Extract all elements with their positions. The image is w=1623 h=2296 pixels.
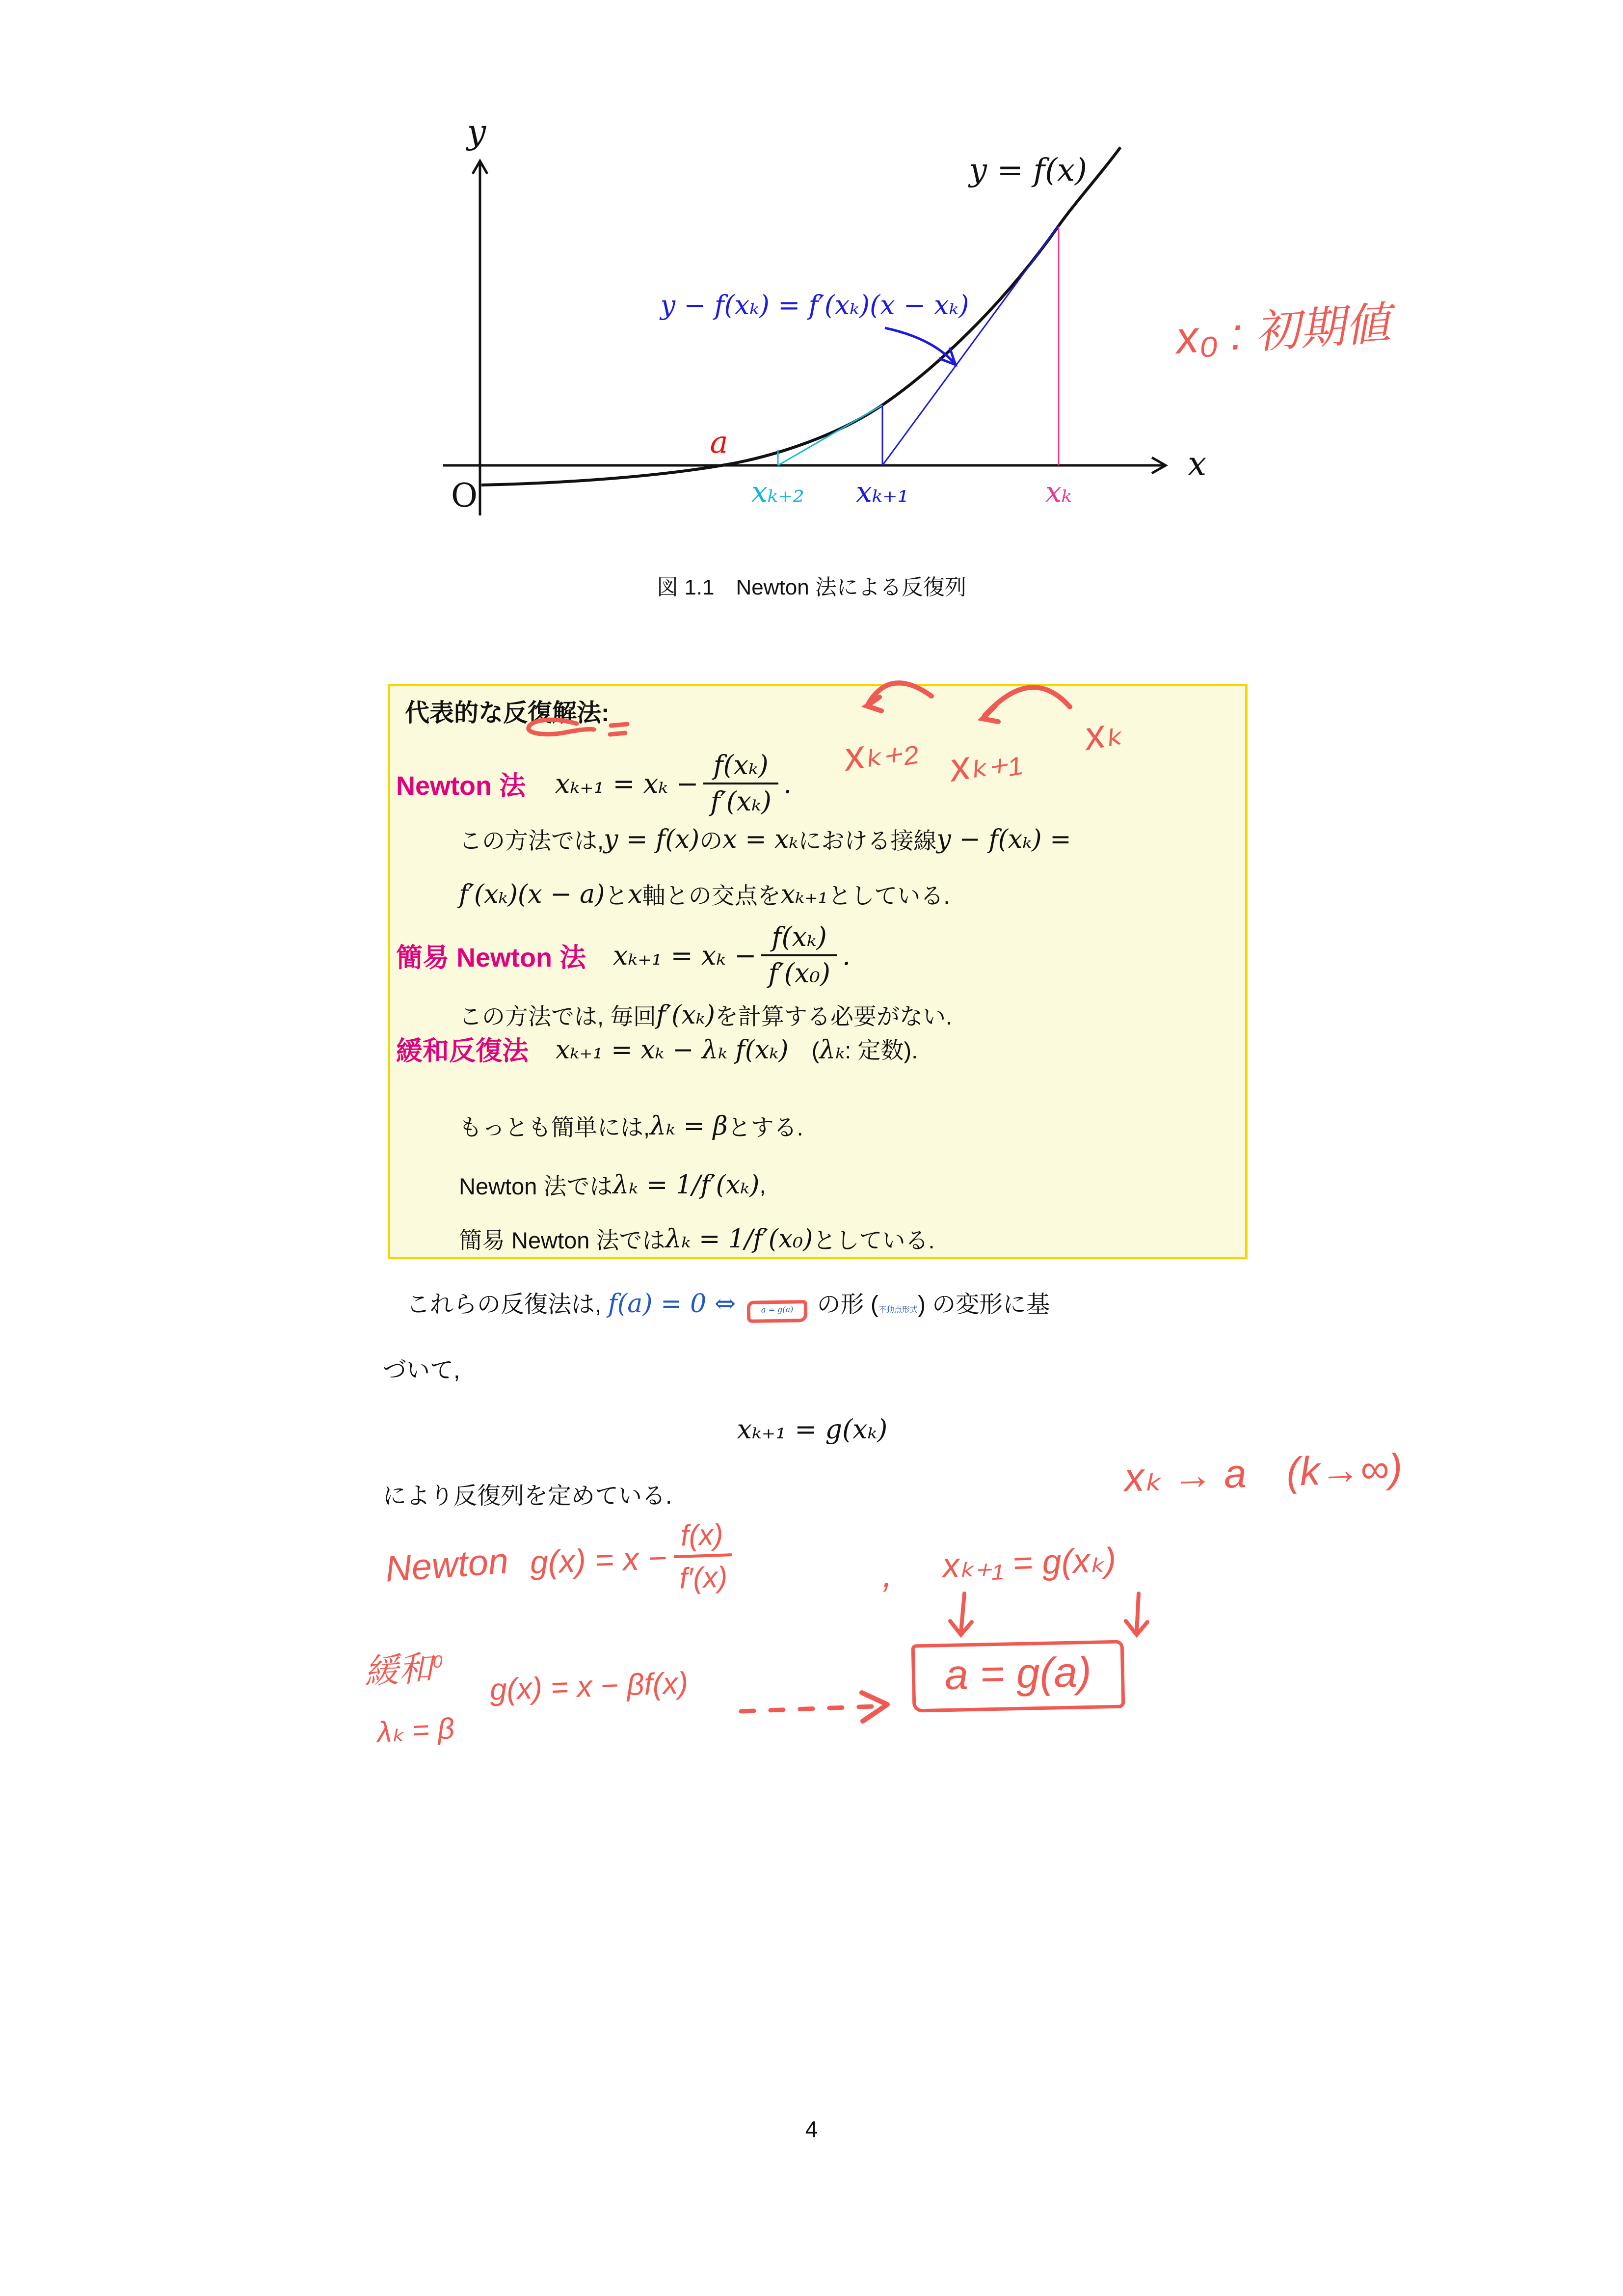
tangent-line-at-xk <box>882 226 1059 465</box>
newton-fraction-numerator: f(xₖ) <box>713 749 769 781</box>
fixed-point-term: 不動点形式 <box>878 1306 918 1314</box>
newton-iteration-figure <box>439 113 1210 545</box>
handwritten-limit-note: xₖ → a (k→∞) <box>1123 1446 1403 1500</box>
xk1-label: xₖ₊₁ <box>856 475 909 509</box>
paragraph-line2: づいて, <box>383 1357 460 1383</box>
page-number: 4 <box>805 2116 818 2142</box>
handwritten-relax-word: 緩和$^0$ <box>363 1648 443 1691</box>
relaxation-formula: xₖ₊₁ = xₖ − λₖ f(xₖ) (λₖ: 定数). <box>556 1035 918 1065</box>
paragraph-line1: これらの反復法は, f(a) = 0 ⇔ a = g(a) の形 (不動点形式) の変形に基 <box>383 1285 1247 1323</box>
handwritten-emphasis-marks <box>525 716 633 745</box>
root-label: a <box>710 424 728 460</box>
handwritten-initial-value-note: x₀ : 初期値 <box>1174 298 1392 364</box>
curved-arrow-xk-to-xk1-head <box>983 706 998 722</box>
simple-newton-numerator: f(xₖ) <box>772 921 827 952</box>
handwritten-xk2: xₖ₊₂ <box>840 722 921 780</box>
handwritten-dashed-arrow <box>736 1689 913 1728</box>
handwritten-lambda-beta: λₖ = β <box>376 1711 455 1749</box>
xk-label: xₖ <box>1045 475 1072 509</box>
curved-arrow-xk-to-xk1 <box>984 687 1070 716</box>
newton-formula-lhs: xₖ₊₁ = xₖ − <box>555 768 699 799</box>
y-axis-label: y <box>467 113 486 152</box>
simple-newton-explanation: この方法では, 毎回 f′(xₖ) を計算する必要がない. <box>459 1000 953 1030</box>
newton-explanation-line2: f′(xₖ)(x − a) と x 軸との交点を xₖ₊₁ としている. <box>459 879 950 909</box>
simple-newton-lhs: xₖ₊₁ = xₖ − <box>613 940 757 971</box>
curve-label: y = f(x) <box>969 152 1088 189</box>
handwritten-comma: , <box>882 1554 893 1595</box>
xk2-label: xₖ₊₂ <box>751 475 804 509</box>
relaxation-line1: もっとも簡単には, λₖ = β とする. <box>459 1111 803 1141</box>
handwritten-newton-g: g(x) = x − $\frac{f(x)}{f'(x)}$ <box>529 1518 740 1599</box>
tangent-equation-label: y − f(xₖ) = f′(xₖ)(x − xₖ) <box>660 290 969 321</box>
handwritten-fixed-point-boxed: a = g(a) <box>912 1642 1124 1710</box>
handwritten-newton-fraction: $\frac{f(x)}{f'(x)}$ <box>672 1518 733 1594</box>
relaxation-line2: Newton 法では λₖ = 1/f′(xₖ) , <box>459 1170 766 1200</box>
simple-newton-denominator: f′(x₀) <box>761 954 837 989</box>
handwritten-xk: xₖ <box>1081 708 1125 759</box>
handwritten-relax-g: g(x) = x − βf(x) <box>489 1666 689 1707</box>
newton-explanation-line1: この方法では, y = f(x) の x = xₖ における接線 y − f(xₖ) = <box>459 824 1071 854</box>
handwritten-newton-word: Newton <box>384 1540 510 1590</box>
x-axis-label: x <box>1188 445 1207 484</box>
simple-newton-label: 簡易 Newton 法 <box>396 943 586 972</box>
origin-label: O <box>451 477 478 514</box>
newton-fraction-denominator: f′(xₖ) <box>703 783 778 817</box>
fixed-point-form-boxed: a = g(a) <box>747 1300 808 1323</box>
newton-formula-fraction <box>703 750 778 817</box>
newton-formula-period: . <box>783 768 792 799</box>
handwritten-iteration: xₖ₊₁ = g(xₖ) <box>941 1540 1117 1585</box>
relaxation-line3: 簡易 Newton 法では λₖ = 1/f′(x₀) としている. <box>459 1224 935 1254</box>
tangent-line-at-xk1 <box>778 405 882 465</box>
simple-newton-fraction <box>761 922 837 989</box>
handwritten-sequence-annotation <box>810 658 1163 825</box>
relaxation-method-label: 緩和反復法 <box>396 1036 529 1066</box>
paragraph-line3: により反復列を定めている. <box>383 1483 672 1509</box>
handwritten-down-arrows <box>923 1591 1178 1645</box>
iteration-equation: xₖ₊₁ = g(xₖ) <box>737 1414 888 1445</box>
box-heading: 代表的な反復解法: <box>405 699 610 727</box>
newton-method-label: Newton 法 <box>396 771 526 801</box>
handwritten-xk1: xₖ₊₁ <box>946 733 1024 790</box>
simple-newton-period: . <box>842 940 851 971</box>
figure-caption: 図 1.1 Newton 法による反復列 <box>657 575 966 599</box>
handwritten-derivation-cluster <box>358 1517 1266 1792</box>
